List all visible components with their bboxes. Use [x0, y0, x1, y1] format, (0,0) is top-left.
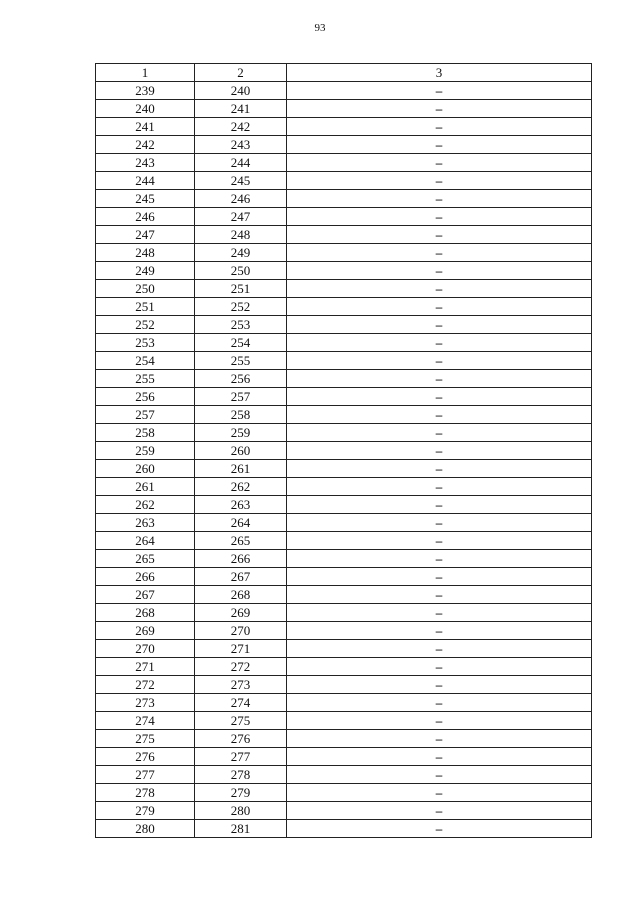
table-row [96, 514, 592, 532]
table-cell-col-2: 253 [195, 316, 287, 334]
table-cell-col-3: – [287, 82, 592, 100]
table-cell-col-2: 273 [195, 676, 287, 694]
table-cell-col-3: – [287, 784, 592, 802]
table-row [96, 406, 592, 424]
column-header-3: 3 [287, 64, 592, 82]
table-cell-col-2: 249 [195, 244, 287, 262]
table-cell-col-2: 275 [195, 712, 287, 730]
table-row [96, 352, 592, 370]
table-cell-col-3: – [287, 316, 592, 334]
table-cell-col-2: 278 [195, 766, 287, 784]
table-cell-col-2: 248 [195, 226, 287, 244]
table-row [96, 82, 592, 100]
table-row [96, 550, 592, 568]
table-row [96, 586, 592, 604]
table-cell-col-2: 263 [195, 496, 287, 514]
table-cell-col-3: – [287, 298, 592, 316]
table-cell-col-3: – [287, 154, 592, 172]
table-cell-col-3: – [287, 514, 592, 532]
table-cell-col-3: – [287, 694, 592, 712]
table-row [96, 784, 592, 802]
table-cell-col-3: – [287, 262, 592, 280]
table-cell-col-1: 275 [96, 730, 195, 748]
table-cell-col-1: 252 [96, 316, 195, 334]
table-cell-col-1: 273 [96, 694, 195, 712]
table-cell-col-1: 266 [96, 568, 195, 586]
table-row [96, 802, 592, 820]
table-cell-col-2: 277 [195, 748, 287, 766]
table-row [96, 604, 592, 622]
table-cell-col-2: 280 [195, 802, 287, 820]
page-number: 93 [314, 22, 326, 34]
table-cell-col-2: 259 [195, 424, 287, 442]
table-row [96, 568, 592, 586]
table-cell-col-3: – [287, 820, 592, 838]
table-cell-col-1: 270 [96, 640, 195, 658]
table-cell-col-1: 264 [96, 532, 195, 550]
table-row [96, 136, 592, 154]
table-cell-col-1: 241 [96, 118, 195, 136]
table-cell-col-1: 251 [96, 298, 195, 316]
table-cell-col-3: – [287, 388, 592, 406]
table-cell-col-1: 257 [96, 406, 195, 424]
table-row [96, 154, 592, 172]
table-cell-col-3: – [287, 748, 592, 766]
table-cell-col-1: 245 [96, 190, 195, 208]
table-cell-col-1: 279 [96, 802, 195, 820]
data-table [95, 63, 592, 838]
table-cell-col-3: – [287, 568, 592, 586]
table-cell-col-3: – [287, 406, 592, 424]
table-cell-col-2: 240 [195, 82, 287, 100]
table-cell-col-3: – [287, 496, 592, 514]
table-cell-col-2: 244 [195, 154, 287, 172]
table-cell-col-1: 258 [96, 424, 195, 442]
table-row [96, 100, 592, 118]
header-row [96, 64, 592, 82]
table-cell-col-1: 246 [96, 208, 195, 226]
table-row [96, 172, 592, 190]
table-row [96, 280, 592, 298]
table-cell-col-3: – [287, 478, 592, 496]
table-row [96, 442, 592, 460]
table-cell-col-1: 255 [96, 370, 195, 388]
table-cell-col-3: – [287, 100, 592, 118]
table-cell-col-3: – [287, 208, 592, 226]
table-cell-col-1: 276 [96, 748, 195, 766]
table-row [96, 694, 592, 712]
table-body [96, 82, 592, 838]
table-cell-col-2: 250 [195, 262, 287, 280]
table-cell-col-2: 241 [195, 100, 287, 118]
table-row [96, 298, 592, 316]
table-row [96, 226, 592, 244]
table-cell-col-2: 281 [195, 820, 287, 838]
table-cell-col-3: – [287, 226, 592, 244]
table-cell-col-1: 242 [96, 136, 195, 154]
table-cell-col-3: – [287, 622, 592, 640]
table-cell-col-3: – [287, 604, 592, 622]
table-cell-col-2: 254 [195, 334, 287, 352]
table-cell-col-3: – [287, 370, 592, 388]
table-cell-col-3: – [287, 730, 592, 748]
table-cell-col-1: 262 [96, 496, 195, 514]
table-cell-col-2: 243 [195, 136, 287, 154]
table-cell-col-1: 248 [96, 244, 195, 262]
table-cell-col-3: – [287, 280, 592, 298]
table-cell-col-3: – [287, 460, 592, 478]
table-cell-col-2: 266 [195, 550, 287, 568]
table-cell-col-2: 247 [195, 208, 287, 226]
table-cell-col-2: 242 [195, 118, 287, 136]
table-cell-col-1: 254 [96, 352, 195, 370]
table-cell-col-2: 258 [195, 406, 287, 424]
table-cell-col-2: 262 [195, 478, 287, 496]
table-cell-col-1: 268 [96, 604, 195, 622]
table-row [96, 262, 592, 280]
table-cell-col-1: 253 [96, 334, 195, 352]
table-cell-col-2: 264 [195, 514, 287, 532]
table-cell-col-1: 260 [96, 460, 195, 478]
table-row [96, 388, 592, 406]
table-header [96, 64, 592, 82]
table-cell-col-1: 250 [96, 280, 195, 298]
table-cell-col-2: 270 [195, 622, 287, 640]
table-cell-col-1: 277 [96, 766, 195, 784]
table-cell-col-1: 244 [96, 172, 195, 190]
table-cell-col-2: 255 [195, 352, 287, 370]
table-row [96, 460, 592, 478]
table-cell-col-3: – [287, 352, 592, 370]
table-cell-col-3: – [287, 712, 592, 730]
table-row [96, 244, 592, 262]
table-cell-col-2: 276 [195, 730, 287, 748]
table-cell-col-3: – [287, 136, 592, 154]
table-cell-col-1: 247 [96, 226, 195, 244]
table-cell-col-3: – [287, 172, 592, 190]
table-cell-col-2: 265 [195, 532, 287, 550]
table-cell-col-2: 269 [195, 604, 287, 622]
table-cell-col-2: 260 [195, 442, 287, 460]
table-row [96, 190, 592, 208]
table-cell-col-1: 263 [96, 514, 195, 532]
table-cell-col-3: – [287, 586, 592, 604]
table-row [96, 478, 592, 496]
table-row [96, 712, 592, 730]
table-cell-col-2: 272 [195, 658, 287, 676]
table-cell-col-1: 274 [96, 712, 195, 730]
table-cell-col-1: 272 [96, 676, 195, 694]
table-row [96, 424, 592, 442]
column-header-1: 1 [96, 64, 195, 82]
table-row [96, 658, 592, 676]
table-row [96, 316, 592, 334]
table-row [96, 370, 592, 388]
table-row [96, 820, 592, 838]
table-row [96, 532, 592, 550]
table-row [96, 730, 592, 748]
table-cell-col-1: 261 [96, 478, 195, 496]
table-cell-col-3: – [287, 802, 592, 820]
table-cell-col-2: 268 [195, 586, 287, 604]
table-cell-col-1: 249 [96, 262, 195, 280]
column-header-2: 2 [195, 64, 287, 82]
table-cell-col-3: – [287, 424, 592, 442]
table-cell-col-1: 267 [96, 586, 195, 604]
table-cell-col-3: – [287, 532, 592, 550]
table-cell-col-3: – [287, 766, 592, 784]
table-row [96, 622, 592, 640]
table-cell-col-2: 267 [195, 568, 287, 586]
table-cell-col-3: – [287, 190, 592, 208]
table-cell-col-1: 239 [96, 82, 195, 100]
table-cell-col-1: 278 [96, 784, 195, 802]
table-cell-col-2: 261 [195, 460, 287, 478]
table-cell-col-1: 243 [96, 154, 195, 172]
table-row [96, 748, 592, 766]
table-cell-col-2: 246 [195, 190, 287, 208]
table-row [96, 640, 592, 658]
table-cell-col-2: 271 [195, 640, 287, 658]
table-cell-col-1: 280 [96, 820, 195, 838]
table-cell-col-1: 256 [96, 388, 195, 406]
table-cell-col-3: – [287, 442, 592, 460]
table-row [96, 118, 592, 136]
table-cell-col-2: 251 [195, 280, 287, 298]
table-cell-col-1: 265 [96, 550, 195, 568]
table-cell-col-3: – [287, 334, 592, 352]
table-cell-col-2: 279 [195, 784, 287, 802]
table-cell-col-3: – [287, 244, 592, 262]
table-cell-col-3: – [287, 640, 592, 658]
table-row [96, 496, 592, 514]
table-row [96, 766, 592, 784]
table-cell-col-1: 259 [96, 442, 195, 460]
table-cell-col-1: 240 [96, 100, 195, 118]
table-row [96, 208, 592, 226]
table-cell-col-1: 269 [96, 622, 195, 640]
table-row [96, 676, 592, 694]
table-cell-col-1: 271 [96, 658, 195, 676]
table-cell-col-2: 252 [195, 298, 287, 316]
table-cell-col-2: 257 [195, 388, 287, 406]
table-cell-col-2: 274 [195, 694, 287, 712]
table-cell-col-3: – [287, 658, 592, 676]
table-cell-col-3: – [287, 118, 592, 136]
table-row [96, 334, 592, 352]
table-cell-col-3: – [287, 676, 592, 694]
table-cell-col-3: – [287, 550, 592, 568]
table-cell-col-2: 245 [195, 172, 287, 190]
table-cell-col-2: 256 [195, 370, 287, 388]
